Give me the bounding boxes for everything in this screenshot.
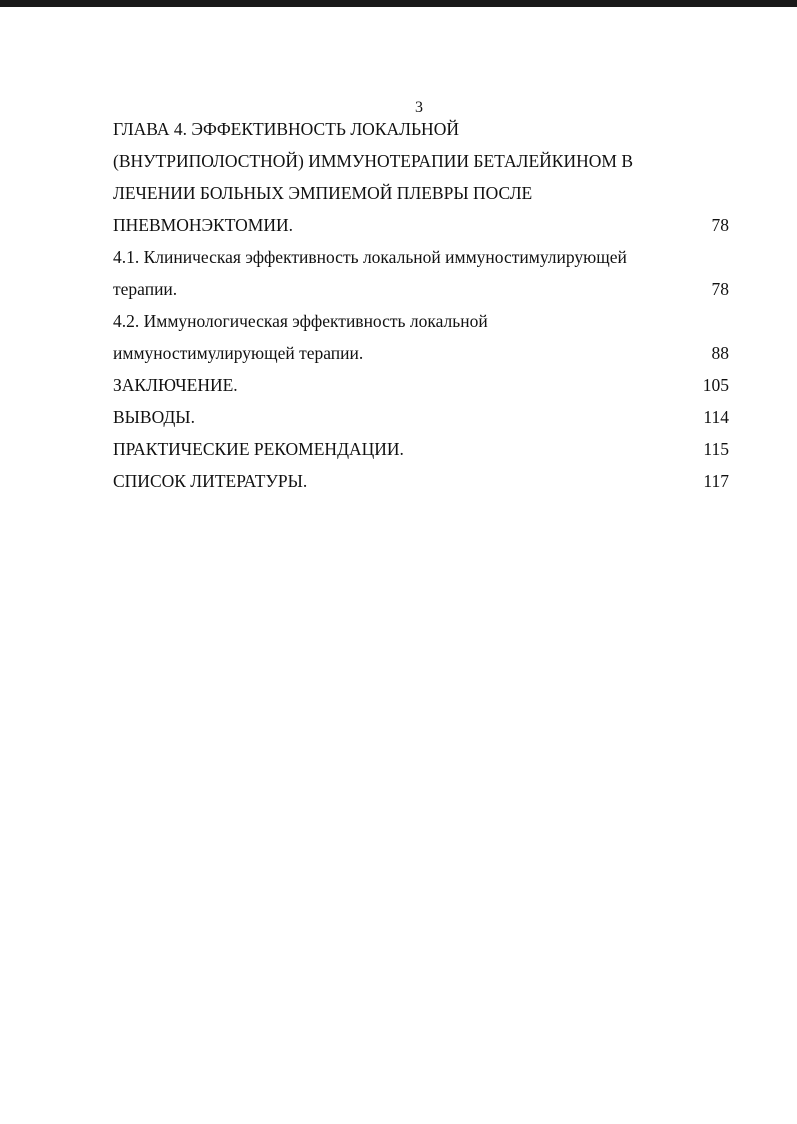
table-of-contents [113,113,729,497]
toc-entry-text: СПИСОК ЛИТЕРАТУРЫ. [113,471,308,491]
toc-page-number: 105 [702,375,729,395]
toc-line [113,465,729,497]
toc-line [113,177,729,209]
toc-entry-text: ГЛАВА 4. ЭФФЕКТИВНОСТЬ ЛОКАЛЬНОЙ [113,119,459,139]
toc-entry-findings [113,401,729,433]
toc-entry-section-4-1 [113,241,729,305]
toc-line [113,401,729,433]
toc-entry-text: ЛЕЧЕНИИ БОЛЬНЫХ ЭМПИЕМОЙ ПЛЕВРЫ ПОСЛЕ [113,183,533,203]
toc-entry-text: терапии. [113,279,178,299]
toc-line [113,369,729,401]
toc-line [113,113,729,145]
toc-entry-text: иммуностимулирующей терапии. [113,343,364,363]
toc-entry-references [113,465,729,497]
toc-entry-text: 4.2. Иммунологическая эффективность локальной [113,311,488,331]
toc-entry-text: (ВНУТРИПОЛОСТНОЙ) ИММУНОТЕРАПИИ БЕТАЛЕЙКИНОМ В [113,151,634,171]
toc-entry-conclusion [113,369,729,401]
scan-border [0,0,797,7]
toc-line [113,241,729,273]
page-number: 3 [415,99,423,116]
toc-page-number: 115 [703,439,729,459]
toc-entry-chapter-4 [113,113,729,241]
toc-line [113,209,729,241]
toc-entry-section-4-2 [113,305,729,369]
toc-entry-text: ЗАКЛЮЧЕНИЕ. [113,375,238,395]
toc-line [113,337,729,369]
toc-entry-text: 4.1. Клиническая эффективность локальной иммуностимулирующей [113,247,627,267]
toc-page-number: 114 [703,407,729,427]
toc-page-number: 88 [711,343,729,363]
toc-page-number: 78 [711,279,729,299]
toc-line [113,273,729,305]
toc-entry-text: ПРАКТИЧЕСКИЕ РЕКОМЕНДАЦИИ. [113,439,404,459]
toc-page-number: 117 [703,471,729,491]
toc-page-number: 78 [711,215,729,235]
toc-entry-recommendations [113,433,729,465]
toc-entry-text: ВЫВОДЫ. [113,407,195,427]
toc-entry-text: ПНЕВМОНЭКТОМИИ. [113,215,294,235]
toc-line [113,433,729,465]
toc-line [113,305,729,337]
toc-line [113,145,729,177]
